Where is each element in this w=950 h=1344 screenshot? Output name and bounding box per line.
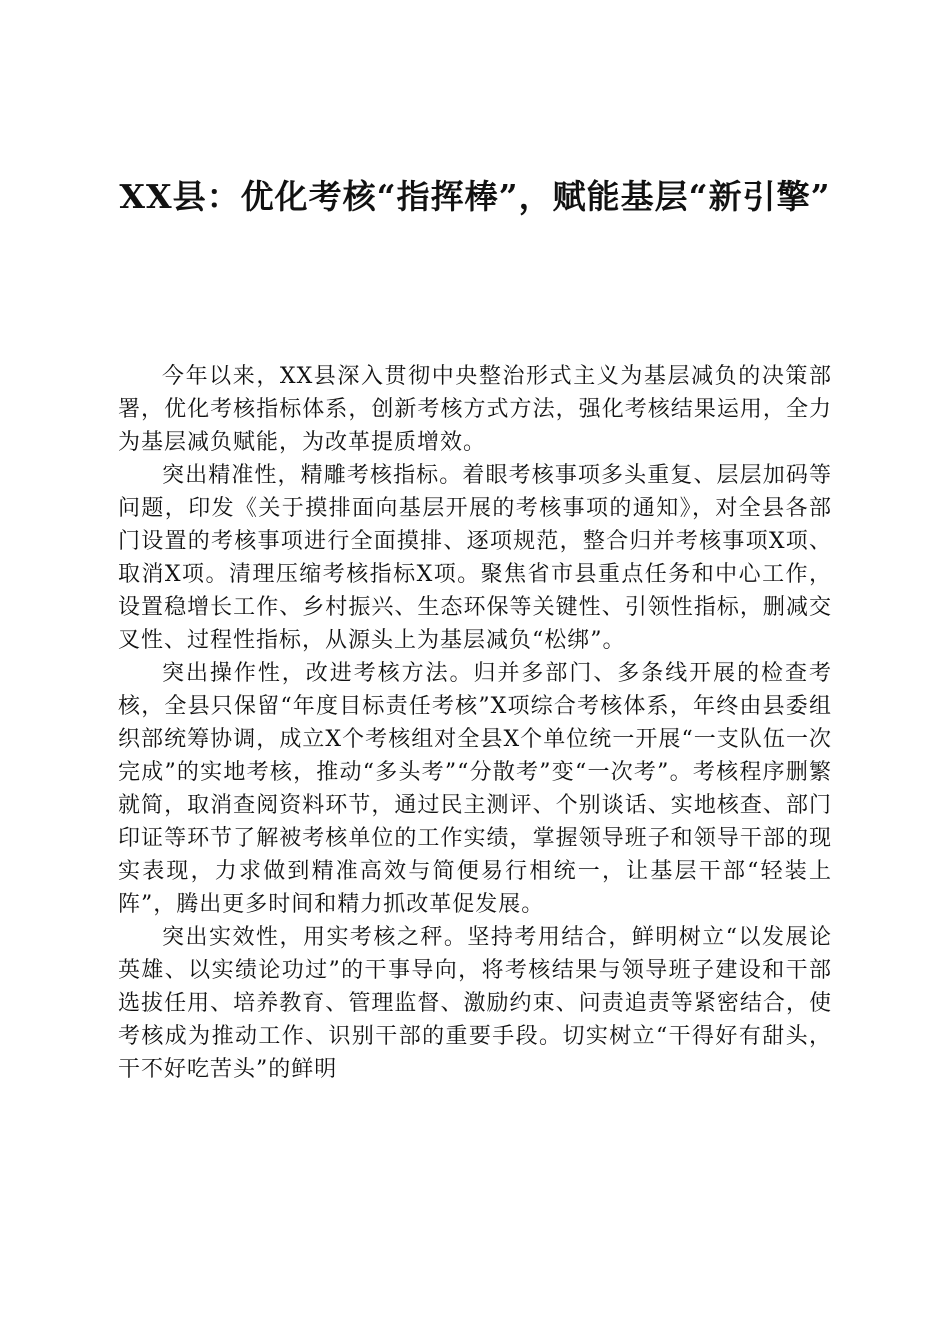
- paragraph-effectiveness: 突出实效性，用实考核之秤。坚持考用结合，鲜明树立“以发展论英雄、以实绩论功过”的干事导向，将考核结果与领导班子建设和干部选拔任用、培养教育、管理监督、激励约束、问责追责等紧密结合，使考核成为推动工作、识别干部的重要手段。切实树立“干得好有甜头，干不好吃苦头”的鲜明: [118, 925, 832, 1082]
- document-title: XX县：优化考核“指挥棒”，赋能基层“新引擎”: [119, 177, 831, 216]
- paragraph-intro: 今年以来，XX县深入贯彻中央整治形式主义为基层减负的决策部署，优化考核指标体系，创新考核方式方法，强化考核结果运用，全力为基层减负赋能，为改革提质增效。: [118, 364, 832, 455]
- paragraph-precision: 突出精准性，精雕考核指标。着眼考核事项多头重复、层层加码等问题，印发《关于摸排面向基层开展的考核事项的通知》，对全县各部门设置的考核事项进行全面摸排、逐项规范，整合归并考核事项X项、取消X项。清理压缩考核指标X项。聚焦省市县重点任务和中心工作，设置稳增长工作、乡村振兴、生态环保等关键性、引领性指标，删减交叉性、过程性指标，从源头上为基层减负“松绑”。: [118, 463, 832, 653]
- paragraph-operability: 突出操作性，改进考核方法。归并多部门、多条线开展的检查考核，全县只保留“年度目标责任考核”X项综合考核体系，年终由县委组织部统筹协调，成立X个考核组对全县X个单位统一开展“一支队伍一次完成”的实地考核，推动“多头考”“分散考”变“一次考”。考核程序删繁就简，取消查阅资料环节，通过民主测评、个别谈话、实地核查、部门印证等环节了解被考核单位的工作实绩，掌握领导班子和领导干部的现实表现，力求做到精准高效与简便易行相统一，让基层干部“轻装上阵”，腾出更多时间和精力抓改革促发展。: [118, 661, 832, 917]
- document-body: [118, 360, 832, 1086]
